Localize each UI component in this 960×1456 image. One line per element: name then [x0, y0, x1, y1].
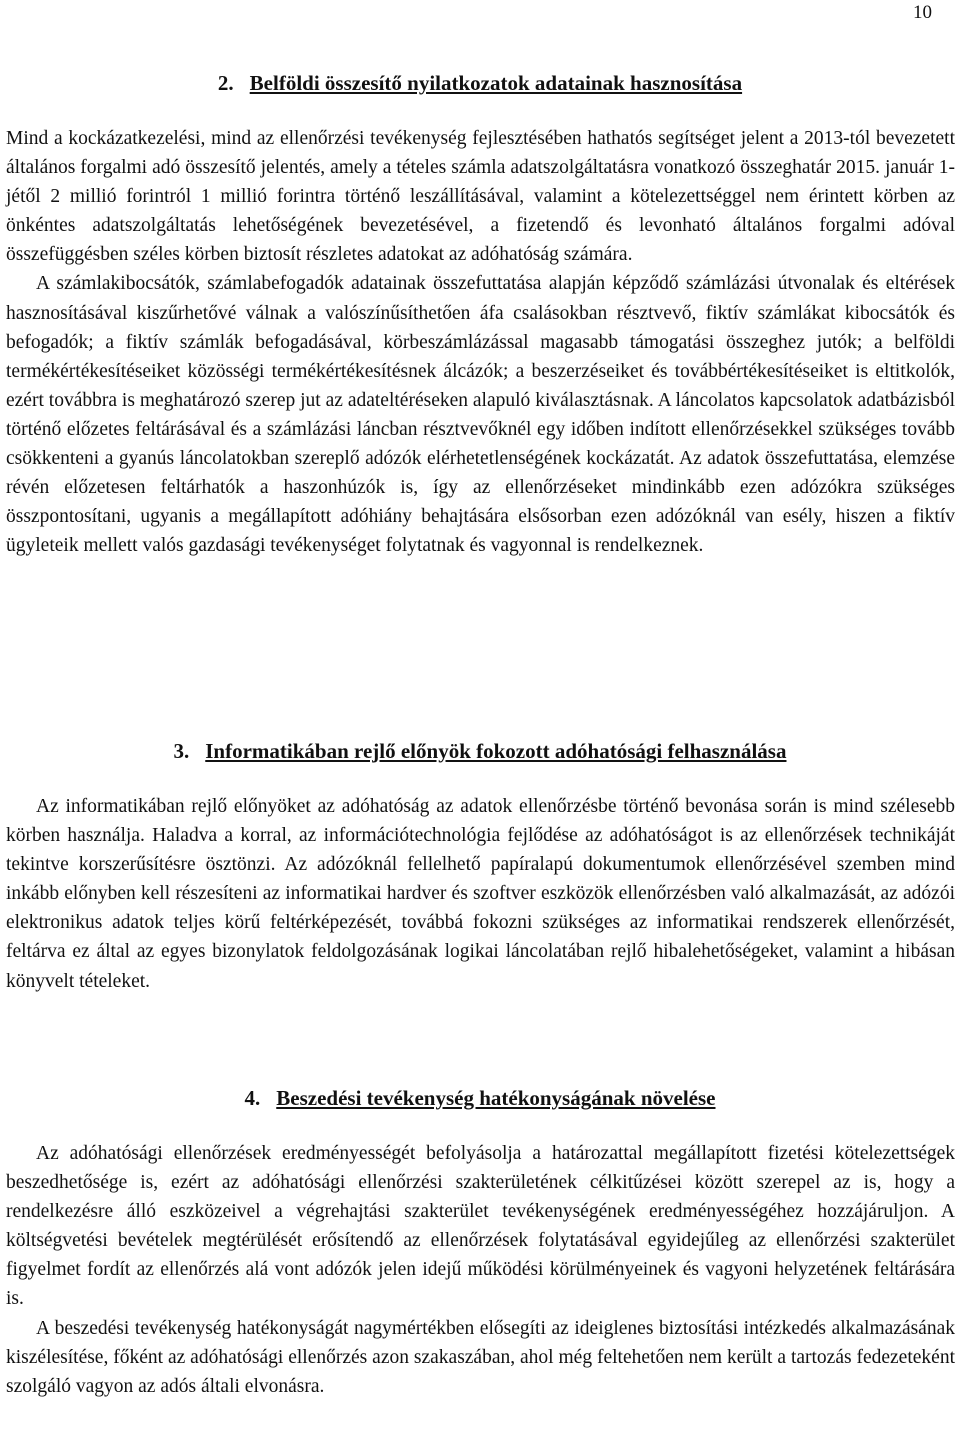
section-title: Belföldi összesítő nyilatkozatok adatainak hasznosítása [249, 71, 743, 95]
paragraph: Az adóhatósági ellenőrzések eredményességét befolyásolja a határozattal megállapított fizetési kötelezettségek beszedhetősége is, ezért az adóhatósági ellenőrzési szakterületének célkitűzései között szerepel az is, hogy a rendelkezésre álló eszközeivel a végrehajtási szakterület tevékenységének eredményességéhez hozzájáruljon. A költségvetési bevételek megtérülését erősítendő az ellenőrzések folytatásával egyidejűleg az ellenőrzési szakterület figyelmet fordít az ellenőrzés alá vont adózók jelen idejű működési körülményeinek és vagyoni helyzetének feltárására is. [6, 1143, 955, 1310]
paragraph: A számlakibocsátók, számlabefogadók adatainak összefuttatása alapján képződő számlázási útvonalak és eltérések hasznosításával kiszűrhetővé válnak a valószínűsíthetően áfa csalásokban résztvevő, fiktív számlákat kibocsátók és befogadók; a fiktív számlák befogadásával, körbeszámlázással magasabb támogatási összeghez jutók; a belföldi termékértékesítéseiket közösségi termékértékesítésnek álcázók; a beszerzéseiket és továbbértékesítéseiket is eltitkolók, ezért továbbra is meghatározó szerep jut az adateltéréseken alapuló kiválasztásnak. A láncolatos kapcsolatok adatbázisból történő előzetes feltárásával és a számlázási láncban résztvevőknél egy időben indított ellenőrzésekkel szükséges tovább csökkenteni a gyanús láncolatokban szereplő adózók elérhetetlenségének kockázatát. Az adatok összefuttatása, elemzése révén előzetesen feltárhatók a haszonhúzók is, így az ellenőrzéseket mindinkább ezen adózókra szükséges összpontosítani, ugyanis a megállapított adóhiány behajtására elsősorban ezen adózóknál van esély, hiszen a fiktív ügyleteik mellett valós gazdasági tevékenységet folytatnak és vagyonnal is rendelkeznek. [6, 273, 955, 557]
section-number: 2. [217, 71, 234, 95]
section-heading-3 [0, 737, 960, 765]
paragraph: Az informatikában rejlő előnyöket az adóhatóság az adatok ellenőrzésbe történő bevonása során is mind szélesebb körben használja. Haladva a korral, az információtechnológia fejlődése az adóhatóságot is az ellenőrzések technikáját tekintve korszerűsítésre ösztönzi. Az adózóknál fellelhető papíralapú dokumentumok ellenőrzésével szemben mind inkább előnyben kell részesíteni az informatikai hardver és szoftver eszközök ellenőrzésben való alkalmazását, az adózói elektronikus adatok teljes körű feltérképezését, továbbá fokozni szükséges az informatikai rendszerek ellenőrzését, feltárva ez által az egyes bizonylatok feldolgozásának logikai láncolatában rejlő hibalehetőségeket, valamint a hibásan könyvelt tételeket. [6, 796, 955, 992]
section-body-3 [6, 792, 955, 996]
section-title: Beszedési tevékenység hatékonyságának növelése [276, 1086, 716, 1110]
section-heading-4 [0, 1084, 960, 1112]
section-number: 3. [173, 739, 190, 763]
page-number: 10 [913, 2, 932, 23]
section-body-2 [6, 124, 955, 560]
section-number: 4. [244, 1086, 261, 1110]
paragraph: Mind a kockázatkezelési, mind az ellenőrzési tevékenység fejlesztésében hathatós segítséget jelent a 2013-tól bevezetett általános forgalmi adó összesítő jelentés, amely a tételes számla adatszolgáltatásra vonatkozó összeghatár 2015. január 1-jétől 2 millió forintról 1 millió forintra történő leszállításával, valamint a kötelezettséggel nem érintett körben az önkéntes adatszolgáltatás lehetőségének bevezetésével, a fizetendő és levonható általános forgalmi adóval összefüggésben széles körben biztosít részletes adatokat az adóhatóság számára. [6, 128, 955, 266]
section-heading-2 [0, 69, 960, 97]
paragraph: A beszedési tevékenység hatékonyságát nagymértékben elősegíti az ideiglenes biztosítási intézkedés alkalmazásának kiszélesítése, főként az adóhatósági ellenőrzés azon szakaszában, ahol még feltehetően nem került a tartozás fedezeteként szolgáló vagyon az adós általi elvonásra. [6, 1317, 955, 1397]
section-title: Informatikában rejlő előnyök fokozott adóhatósági felhasználása [205, 739, 787, 763]
section-body-4 [6, 1139, 955, 1401]
